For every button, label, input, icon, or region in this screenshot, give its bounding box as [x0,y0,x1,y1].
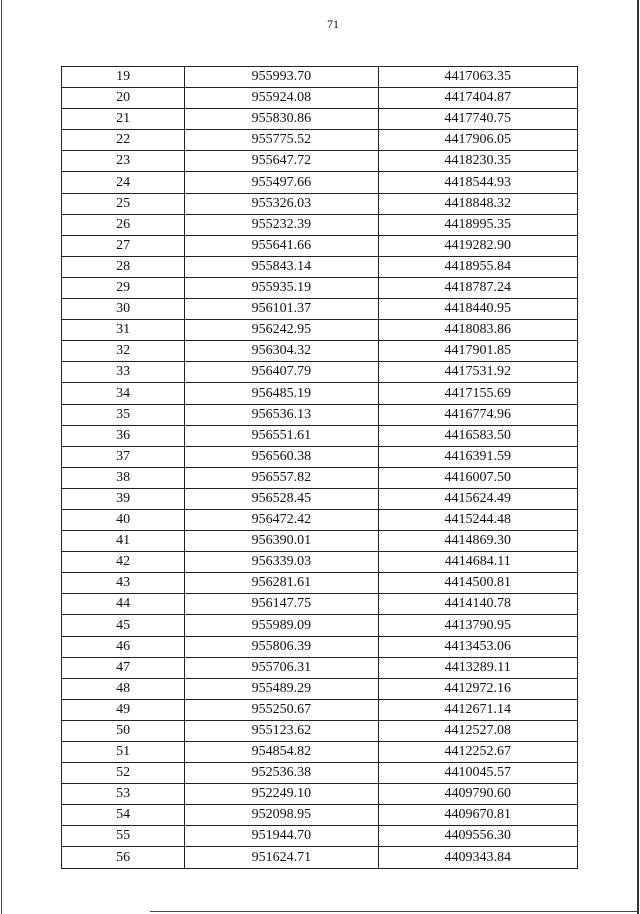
x-coordinate-cell: 955123.62 [185,720,378,741]
coordinate-table-body [62,67,578,869]
x-coordinate-cell: 955935.19 [185,277,378,298]
point-number-cell: 32 [62,341,185,362]
y-coordinate-cell: 4418995.35 [378,214,577,235]
y-coordinate-cell: 4416774.96 [378,404,577,425]
y-coordinate-cell: 4409343.84 [378,847,577,868]
y-coordinate-cell: 4418787.24 [378,277,577,298]
table-row [62,109,578,130]
y-coordinate-cell: 4414140.78 [378,594,577,615]
y-coordinate-cell: 4412252.67 [378,742,577,763]
table-row [62,594,578,615]
point-number-cell: 47 [62,657,185,678]
x-coordinate-cell: 956390.01 [185,531,378,552]
x-coordinate-cell: 955706.31 [185,657,378,678]
table-row [62,699,578,720]
table-row [62,509,578,530]
point-number-cell: 42 [62,552,185,573]
y-coordinate-cell: 4410045.57 [378,763,577,784]
point-number-cell: 23 [62,151,185,172]
y-coordinate-cell: 4409670.81 [378,805,577,826]
y-coordinate-cell: 4413790.95 [378,615,577,636]
y-coordinate-cell: 4417063.35 [378,67,577,88]
x-coordinate-cell: 956147.75 [185,594,378,615]
point-number-cell: 30 [62,299,185,320]
x-coordinate-cell: 955497.66 [185,172,378,193]
point-number-cell: 51 [62,742,185,763]
point-number-cell: 39 [62,488,185,509]
point-number-cell: 55 [62,826,185,847]
point-number-cell: 49 [62,699,185,720]
table-row [62,531,578,552]
x-coordinate-cell: 955232.39 [185,214,378,235]
x-coordinate-cell: 956485.19 [185,383,378,404]
x-coordinate-cell: 955993.70 [185,67,378,88]
y-coordinate-cell: 4417531.92 [378,362,577,383]
y-coordinate-cell: 4414500.81 [378,573,577,594]
table-row [62,552,578,573]
y-coordinate-cell: 4417404.87 [378,88,577,109]
x-coordinate-cell: 955924.08 [185,88,378,109]
point-number-cell: 35 [62,404,185,425]
page-border-right [637,0,639,914]
point-number-cell: 41 [62,531,185,552]
point-number-cell: 46 [62,636,185,657]
point-number-cell: 29 [62,277,185,298]
table-row [62,615,578,636]
y-coordinate-cell: 4419282.90 [378,235,577,256]
x-coordinate-cell: 955830.86 [185,109,378,130]
y-coordinate-cell: 4417740.75 [378,109,577,130]
point-number-cell: 50 [62,720,185,741]
table-row [62,657,578,678]
x-coordinate-cell: 956242.95 [185,320,378,341]
x-coordinate-cell: 952536.38 [185,763,378,784]
point-number-cell: 40 [62,509,185,530]
page-border-bottom [150,911,638,912]
y-coordinate-cell: 4412527.08 [378,720,577,741]
table-row [62,488,578,509]
point-number-cell: 45 [62,615,185,636]
x-coordinate-cell: 955647.72 [185,151,378,172]
y-coordinate-cell: 4415624.49 [378,488,577,509]
y-coordinate-cell: 4412972.16 [378,678,577,699]
point-number-cell: 56 [62,847,185,868]
table-row [62,320,578,341]
y-coordinate-cell: 4413289.11 [378,657,577,678]
x-coordinate-cell: 955641.66 [185,235,378,256]
table-row [62,805,578,826]
x-coordinate-cell: 955843.14 [185,256,378,277]
table-row [62,383,578,404]
y-coordinate-cell: 4418440.95 [378,299,577,320]
point-number-cell: 20 [62,88,185,109]
table-row [62,467,578,488]
y-coordinate-cell: 4413453.06 [378,636,577,657]
point-number-cell: 33 [62,362,185,383]
table-row [62,214,578,235]
point-number-cell: 36 [62,425,185,446]
x-coordinate-cell: 952249.10 [185,784,378,805]
x-coordinate-cell: 956536.13 [185,404,378,425]
point-number-cell: 37 [62,446,185,467]
table-row [62,299,578,320]
point-number-cell: 38 [62,467,185,488]
point-number-cell: 44 [62,594,185,615]
coordinate-table [61,66,578,869]
table-row [62,130,578,151]
x-coordinate-cell: 951944.70 [185,826,378,847]
x-coordinate-cell: 956281.61 [185,573,378,594]
y-coordinate-cell: 4416007.50 [378,467,577,488]
y-coordinate-cell: 4414869.30 [378,531,577,552]
y-coordinate-cell: 4416583.50 [378,425,577,446]
table-row [62,193,578,214]
point-number-cell: 43 [62,573,185,594]
x-coordinate-cell: 956472.42 [185,509,378,530]
table-row [62,404,578,425]
point-number-cell: 26 [62,214,185,235]
x-coordinate-cell: 951624.71 [185,847,378,868]
y-coordinate-cell: 4416391.59 [378,446,577,467]
point-number-cell: 24 [62,172,185,193]
point-number-cell: 28 [62,256,185,277]
x-coordinate-cell: 955989.09 [185,615,378,636]
y-coordinate-cell: 4417906.05 [378,130,577,151]
point-number-cell: 52 [62,763,185,784]
table-row [62,67,578,88]
y-coordinate-cell: 4415244.48 [378,509,577,530]
table-row [62,256,578,277]
table-row [62,172,578,193]
x-coordinate-cell: 952098.95 [185,805,378,826]
point-number-cell: 48 [62,678,185,699]
table-row [62,277,578,298]
y-coordinate-cell: 4418544.93 [378,172,577,193]
table-row [62,742,578,763]
table-row [62,341,578,362]
x-coordinate-cell: 956557.82 [185,467,378,488]
table-row [62,826,578,847]
x-coordinate-cell: 955326.03 [185,193,378,214]
x-coordinate-cell: 956528.45 [185,488,378,509]
y-coordinate-cell: 4417901.85 [378,341,577,362]
table-row [62,847,578,868]
table-row [62,425,578,446]
x-coordinate-cell: 955250.67 [185,699,378,720]
point-number-cell: 53 [62,784,185,805]
x-coordinate-cell: 954854.82 [185,742,378,763]
point-number-cell: 22 [62,130,185,151]
y-coordinate-cell: 4409790.60 [378,784,577,805]
x-coordinate-cell: 956560.38 [185,446,378,467]
point-number-cell: 21 [62,109,185,130]
x-coordinate-cell: 956101.37 [185,299,378,320]
table-row [62,784,578,805]
table-row [62,678,578,699]
x-coordinate-cell: 955806.39 [185,636,378,657]
y-coordinate-cell: 4418848.32 [378,193,577,214]
page-border-left [1,0,2,914]
y-coordinate-cell: 4417155.69 [378,383,577,404]
y-coordinate-cell: 4418230.35 [378,151,577,172]
table-row [62,573,578,594]
x-coordinate-cell: 956407.79 [185,362,378,383]
table-row [62,235,578,256]
x-coordinate-cell: 956304.32 [185,341,378,362]
point-number-cell: 19 [62,67,185,88]
point-number-cell: 31 [62,320,185,341]
table-row [62,720,578,741]
table-row [62,446,578,467]
point-number-cell: 27 [62,235,185,256]
point-number-cell: 34 [62,383,185,404]
y-coordinate-cell: 4418083.86 [378,320,577,341]
point-number-cell: 54 [62,805,185,826]
table-row [62,88,578,109]
table-row [62,636,578,657]
x-coordinate-cell: 956339.03 [185,552,378,573]
point-number-cell: 25 [62,193,185,214]
y-coordinate-cell: 4414684.11 [378,552,577,573]
y-coordinate-cell: 4418955.84 [378,256,577,277]
x-coordinate-cell: 956551.61 [185,425,378,446]
x-coordinate-cell: 955489.29 [185,678,378,699]
page-number: 71 [327,17,339,31]
y-coordinate-cell: 4412671.14 [378,699,577,720]
table-row [62,763,578,784]
x-coordinate-cell: 955775.52 [185,130,378,151]
y-coordinate-cell: 4409556.30 [378,826,577,847]
table-row [62,362,578,383]
table-row [62,151,578,172]
